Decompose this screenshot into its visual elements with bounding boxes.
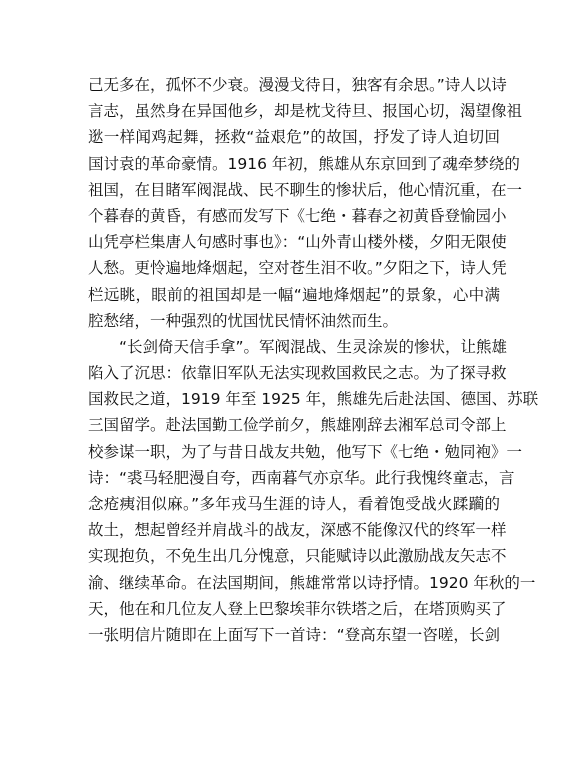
text-line: 渝、继续革命。在法国期间，熊雄常常以诗抒情。1920 年秋的一 [88,573,536,592]
text-line: 祖国，在目睹军阀混战、民不聊生的惨状后，他心情沉重，在一 [88,180,523,199]
paragraph-2 [88,334,539,648]
text-line: 实现抱负，不免生出几分愧意，只能赋诗以此激励战友矢志不 [88,547,507,566]
text-line: 栏远眺，眼前的祖国却是一幅“遍地烽烟起”的景象，心中满 [88,285,500,304]
text-line: 陷入了沉思：依靠旧军队无法实现救国救民之志。为了探寻救 [88,364,507,383]
text-line: 言志，虽然身在异国他乡，却是枕戈待旦、报国心切，渴望像祖 [88,102,523,121]
text-line: 国救民之道，1919 年至 1925 年，熊雄先后赴法国、德国、苏联 [88,390,539,409]
text-line: “长剑倚天信手拿”。军阀混战、生灵涂炭的惨状，让熊雄 [119,337,508,356]
text-line: 故土，想起曾经并肩战斗的战友，深感不能像汉代的终军一样 [88,521,507,540]
paragraph-1 [88,72,523,334]
text-line: 念疮痍泪似麻。”多年戎马生涯的诗人，看着饱受战火蹂躏的 [88,495,500,513]
text-line: 个暮春的黄昏，有感而发写下《七绝・暮春之初黄昏登愉园小 [88,206,507,225]
text-line: 人愁。更怜遍地烽烟起，空对苍生泪不收。”夕阳之下，诗人凭 [88,259,507,278]
text-line: 己无多在，孤怀不少衰。漫漫戈待日，独客有余思。”诗人以诗 [88,76,507,94]
text-line: 三国留学。赴法国勤工俭学前夕，熊雄刚辞去湘军总司令部上 [88,416,507,435]
text-line: 校参谋一职，为了与昔日战友共勉，他写下《七绝・勉同袍》一 [88,442,523,461]
text-line: 一张明信片随即在上面写下一首诗：“登高东望一咨嗟，长剑 [88,625,500,644]
page-body [88,72,539,648]
text-line: 逖一样闻鸡起舞，拯救“益艰危”的故国，抒发了诗人迫切回 [88,128,500,147]
text-line: 天，他在和几位友人登上巴黎埃菲尔铁塔之后，在塔顶购买了 [88,599,507,618]
text-line: 腔愁绪，一种强烈的忧国忧民情怀油然而生。 [88,311,399,330]
text-line: 诗：“裘马轻肥漫自夸，西南暮气亦京华。此行我愧终童志，言 [88,468,515,487]
text-line: 山凭亭栏集唐人句感时事也》：“山外青山楼外楼，夕阳无限使 [88,233,507,252]
text-line: 国讨袁的革命豪情。1916 年初，熊雄从东京回到了魂牵梦绕的 [88,154,520,173]
